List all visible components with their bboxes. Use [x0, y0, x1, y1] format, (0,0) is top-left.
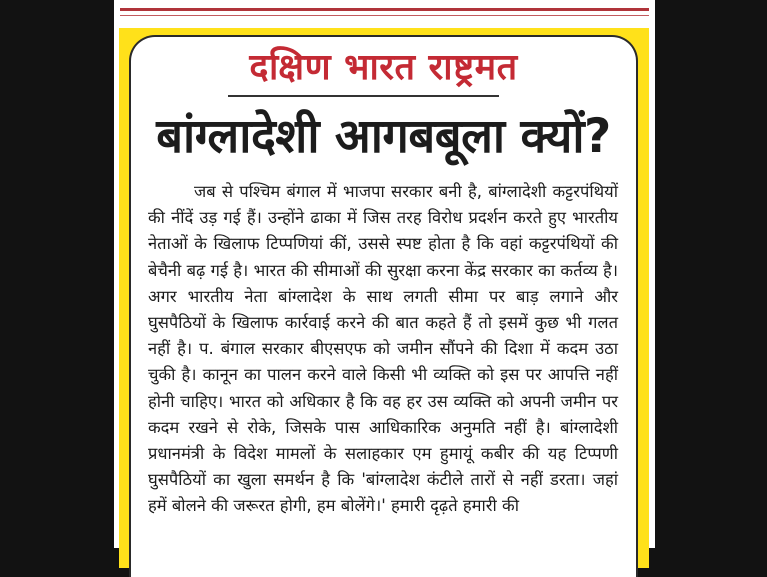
masthead-title: दक्षिण भारत राष्ट्रमत	[249, 47, 518, 88]
top-rule	[120, 8, 649, 11]
newspaper-page	[114, 0, 655, 548]
article-body: जब से पश्चिम बंगाल में भाजपा सरकार बनी है, बांग्लादेशी कट्टरपंथियों की नींदें उड़ गई हैं। उन्होंने ढाका में जिस तरह विरोध प्रदर्शन करते हुए भारतीय नेताओं के खिलाफ टिप्पणियां कीं, उससे स्पष्ट होता है कि वहां कट्टरपंथियों की बेचैनी बढ़ गई है। भारत की सीमाओं की सुरक्षा करना केंद्र सरकार का कर्तव्य है। अगर भारतीय नेता बांग्लादेश के साथ लगती सीमा पर बाड़ लगाने और घुसपैठियों के खिलाफ कार्रवाई करने की बात कहते हैं तो इसमें कुछ भी गलत नहीं है। प. बंगाल सरकार बीएसएफ को जमीन सौंपने की दिशा में कदम उठा चुकी है। कानून का पालन करने वाले किसी भी व्यक्ति को इस पर आपत्ति नहीं होनी चाहिए। भारत को अधिकार है कि वह हर उस व्यक्ति को अपनी जमीन पर कदम रखने से रोके, जिसके पास आधिकारिक अनुमति नहीं है। बांग्लादेशी प्रधानमंत्री के विदेश मामलों के सलाहकार एम हुमायूं कबीर की यह टिप्पणी घुसपैठियों का खुला समर्थन है कि 'बांग्लादेश कंटीले तारों से नहीं डरता। जहां हमें बोलने की जरूरत होगी, हम बोलेंगे।' हमारी दृढ़ते हमारी की	[148, 182, 618, 516]
editorial-card	[129, 35, 638, 577]
masthead-divider	[228, 95, 499, 97]
article-headline: बांग्लादेशी आगबबूला क्यों?	[156, 109, 611, 164]
top-rule-thin	[120, 15, 649, 16]
